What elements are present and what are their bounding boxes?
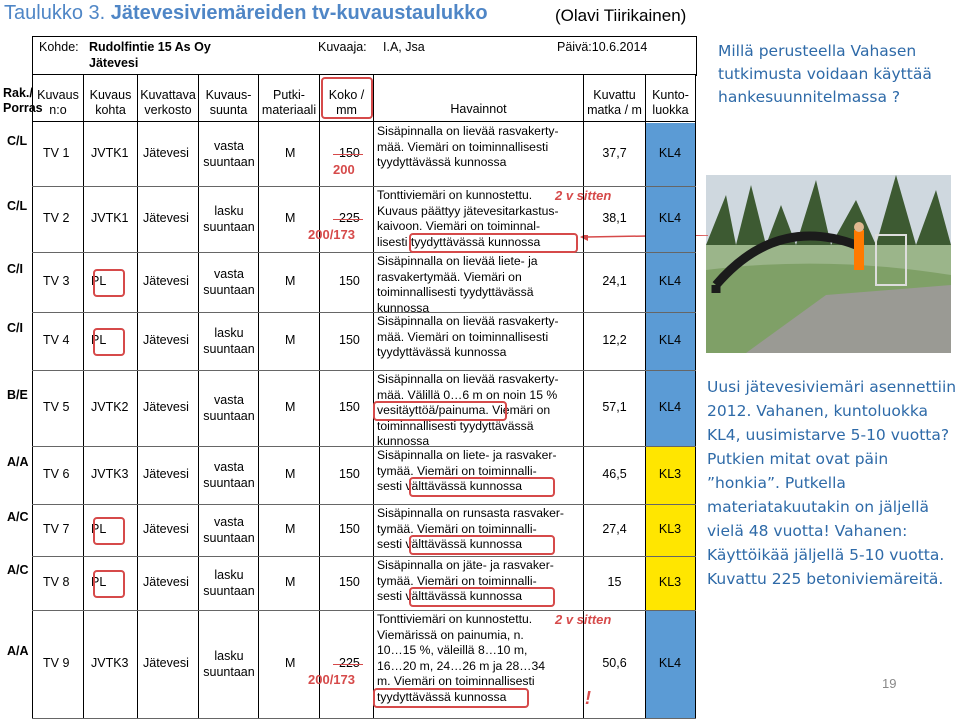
report-header: Kohde: Rudolfintie 15 As Oy Jätevesi Kuvaaja: I.A, Jsa Päivä:10.6.2014 [32,36,697,76]
kuntoluokka-value: KL4 [658,146,682,160]
kuvaus-suunta: lasku suuntaan [203,204,255,234]
putki-materiaali: M [285,575,296,589]
col-header-kuntoluokka: Kunto- luokka [652,88,689,117]
verkosto: Jätevesi [143,575,189,589]
kuvaus-kohta: JVTK1 [91,211,129,225]
havainto-line: m. Viemäri on toiminnallisesti [377,674,535,688]
rak-porras: C/L [7,199,28,213]
koko-correction: 200/173 [308,672,355,687]
rak-porras: A/C [7,510,29,524]
kuvattu-matka: 27,4 [602,522,627,536]
pipe-installation-photo [706,175,951,353]
age-annotation: 2 v sitten [555,612,612,627]
putki-materiaali: M [285,467,296,481]
rak-porras: C/L [7,134,28,148]
putki-koko: 150 [339,146,360,160]
verkosto: Jätevesi [143,146,189,160]
kuntoluokka-value: KL4 [658,211,682,225]
kuvattu-matka: 37,7 [602,146,627,160]
kuntoluokka-value: KL3 [658,575,682,589]
verkosto: Jätevesi [143,467,189,481]
putki-materiaali: M [285,400,296,414]
rak-porras: C/I [7,262,23,276]
putki-materiaali: M [285,146,296,160]
rak-porras: B/E [7,388,28,402]
putki-koko: 225 [339,211,360,225]
age-annotation: 2 v sitten [555,188,612,203]
pl-highlight [93,269,125,297]
kuvattu-matka: 57,1 [602,400,627,414]
koko-correction: 200 [333,162,355,177]
kuvaus-no: TV 5 [43,400,70,414]
kuvaus-kohta: PL [91,274,107,288]
koko-strikethrough [333,154,363,155]
observation-highlight [409,587,555,607]
putki-koko: 150 [339,467,360,481]
author-credit: (Olavi Tiirikainen) [555,6,687,25]
kuvaus-no: TV 6 [43,467,70,481]
verkosto: Jätevesi [143,333,189,347]
havainto-line: Sisäpinnalla on liete- ja rasvaker- [377,448,557,462]
kuvaus-suunta: lasku suuntaan [203,568,255,598]
kuvaus-no: TV 2 [43,211,70,225]
kuvaus-kohta: PL [91,333,107,347]
col-header-havainnot: Havainnot [450,102,507,116]
kuvattu-matka: 46,5 [602,467,627,481]
putki-materiaali: M [285,522,296,536]
kuvaus-kohta: JVTK2 [91,400,129,414]
kuvaus-kohta: PL [91,575,107,589]
verkosto: Jätevesi [143,211,189,225]
havainto-line: mää. Välillä 0…6 m on noin 15 % [377,387,558,402]
observation-highlight [409,477,555,497]
havainto-line: Sisäpinnalla on runsasta rasvaker- [377,506,564,520]
kuvaus-kohta: JVTK3 [91,656,129,670]
havainto-line: kaivoon. Viemäri on toiminnal- [377,219,541,233]
putki-materiaali: M [285,656,296,670]
putki-koko: 150 [339,575,360,589]
rak-porras: A/C [7,563,29,577]
exclaim-mark: ! [585,688,591,708]
kuntoluokka-value: KL3 [658,522,682,536]
kuvaus-suunta: vasta suuntaan [203,515,255,545]
kuvattu-matka: 12,2 [602,333,627,347]
col-header-rak: Rak./ Porras [3,86,43,115]
kuvaus-no: TV 9 [43,656,70,670]
kuntoluokka-value: KL4 [658,333,682,347]
kuvaus-kohta: JVTK1 [91,146,129,160]
rak-porras: A/A [7,644,29,658]
slide-title: Taulukko 3. Jätevesiviemäreiden tv-kuvaustaulukko [4,2,488,24]
kuvaus-kohta: JVTK3 [91,467,129,481]
kuvattu-matka: 38,1 [602,211,627,225]
havainto-line: tyydyttävässä kunnossa [377,689,507,704]
havainto-line: sesti välttävässä kunnossa [377,537,522,551]
havainto-line: mää. Viemäri on toiminnallisesti [377,329,549,344]
col-header-verkosto: Kuvattava verkosto [140,88,196,117]
havainto-line: kunnossa [377,300,430,315]
col-header-kuvaus-no: Kuvaus n:o [37,88,79,117]
kuvaus-suunta: vasta suuntaan [203,139,255,169]
col-header-materiaali: Putki- materiaali [261,88,317,117]
verkosto: Jätevesi [143,656,189,670]
havainto-line: Tonttiviemäri on kunnostettu. [377,612,533,626]
kuntoluokka-value: KL3 [658,467,682,481]
havainto-line: vesitäyttöä/painuma. Viemäri on [377,403,551,417]
putki-materiaali: M [285,333,296,347]
col-header-suunta: Kuvaus- suunta [205,88,252,117]
rak-porras: A/A [7,455,29,469]
havainto-line: Sisäpinnalla on lievää rasvakerty- [377,372,559,386]
havainto-line: Kuvaus päättyy jätevesitarkastus- [377,203,559,218]
kuvaus-no: TV 3 [43,274,70,288]
havainto-line: Sisäpinnalla on lievää rasvakerty- [377,124,559,138]
koko-strikethrough [333,664,363,665]
havainto-line: 16…20 m, 24…26 m ja 28…34 [377,658,546,673]
observation-highlight [409,233,578,253]
putki-materiaali: M [285,274,296,288]
kuvaus-no: TV 8 [43,575,70,589]
kuvattu-matka: 50,6 [602,656,627,670]
page-number: 19 [882,676,897,691]
havainto-line: sesti välttävässä kunnossa [377,479,522,493]
kuntoluokka-value: KL4 [658,656,682,670]
observation-highlight [373,688,529,708]
kuntoluokka-value: KL4 [658,400,682,414]
kuvaus-no: TV 4 [43,333,70,347]
kuvaus-suunta: vasta suuntaan [203,393,255,423]
verkosto: Jätevesi [143,274,189,288]
kuntoluokka-value: KL4 [658,274,682,288]
havainto-line: sesti välttävässä kunnossa [377,589,522,603]
putki-koko: 150 [339,400,360,414]
havainto-line: toiminnallisesti tyydyttävässä [377,418,534,433]
verkosto: Jätevesi [143,522,189,536]
pl-highlight [93,570,125,598]
havainto-line: Viemärissä on painumia, n. [377,627,524,642]
kuvattu-matka: 24,1 [602,274,627,288]
havainto-line: mää. Viemäri on toiminnallisesti [377,139,549,154]
col-header-kuvaus-kohta: Kuvaus kohta [89,88,132,117]
kuvaus-suunta: vasta suuntaan [203,267,255,297]
verkosto: Jätevesi [143,400,189,414]
kuvaus-suunta: vasta suuntaan [203,460,255,490]
havainto-line: tyydyttävässä kunnossa [377,345,507,359]
koko-correction: 200/173 [308,227,355,242]
kuvaus-kohta: PL [91,522,107,536]
putki-koko: 150 [339,522,360,536]
koko-strikethrough [333,219,363,220]
havainto-line: 10…15 %, väleillä 8…10 m, [377,643,528,657]
havainto-line: tymää. Viemäri on toiminnalli- [377,573,537,588]
putki-materiaali: M [285,211,296,225]
col-header-matka: Kuvattu matka / m [587,88,642,117]
havainto-line: Sisäpinnalla on lievää liete- ja [377,254,538,268]
kuvaus-suunta: lasku suuntaan [203,326,255,356]
havainto-line: tyydyttävässä kunnossa [377,155,507,169]
koko-highlight [321,77,373,119]
havainto-line: Sisäpinnalla on jäte- ja rasvaker- [377,558,554,572]
pl-highlight [93,517,125,545]
putki-koko: 150 [339,333,360,347]
pl-highlight [93,328,125,356]
putki-koko: 225 [339,656,360,670]
kuvaus-no: TV 7 [43,522,70,536]
kuvaus-no: TV 1 [43,146,70,160]
question-text: Millä perusteella Vahasen tutkimusta voidaan käyttää hankesuunnitelmassa ? [718,42,932,106]
kuvattu-matka: 15 [607,575,622,589]
havainto-line: lisesti tyydyttävässä kunnossa [377,234,541,249]
analysis-note: Uusi jätevesiviemäri asennettiin 2012. Vahanen, kuntoluokka KL4, uusimistarve 5-10 vuotta? Putkien mitat ovat päin ”honkia”. Putkella materiatakuutakin on jäljellä vielä 48 vuotta! Vahanen: Käyttöikää jäljellä 5-10 vuotta. Kuvattu 225 betoniviemäreitä. [707,378,957,588]
observation-highlight [409,535,555,555]
observation-highlight [373,401,507,421]
havainto-line: Tonttiviemäri on kunnostettu. [377,188,533,202]
havainto-line: kunnossa [377,434,430,448]
havainto-line: tymää. Viemäri on toiminnalli- [377,463,537,478]
tv-inspection-table [3,74,696,718]
havainto-line: tymää. Viemäri on toiminnalli- [377,521,537,536]
kuvaus-suunta: lasku suuntaan [203,649,255,679]
havainto-line: rasvakertymää. Viemäri on [377,269,522,284]
col-header-koko: Koko / mm [328,88,365,117]
putki-koko: 150 [339,274,360,288]
havainto-line: Sisäpinnalla on lievää rasvakerty- [377,314,559,328]
rak-porras: C/I [7,321,23,335]
havainto-line: toiminnallisesti tyydyttävässä [377,285,534,299]
